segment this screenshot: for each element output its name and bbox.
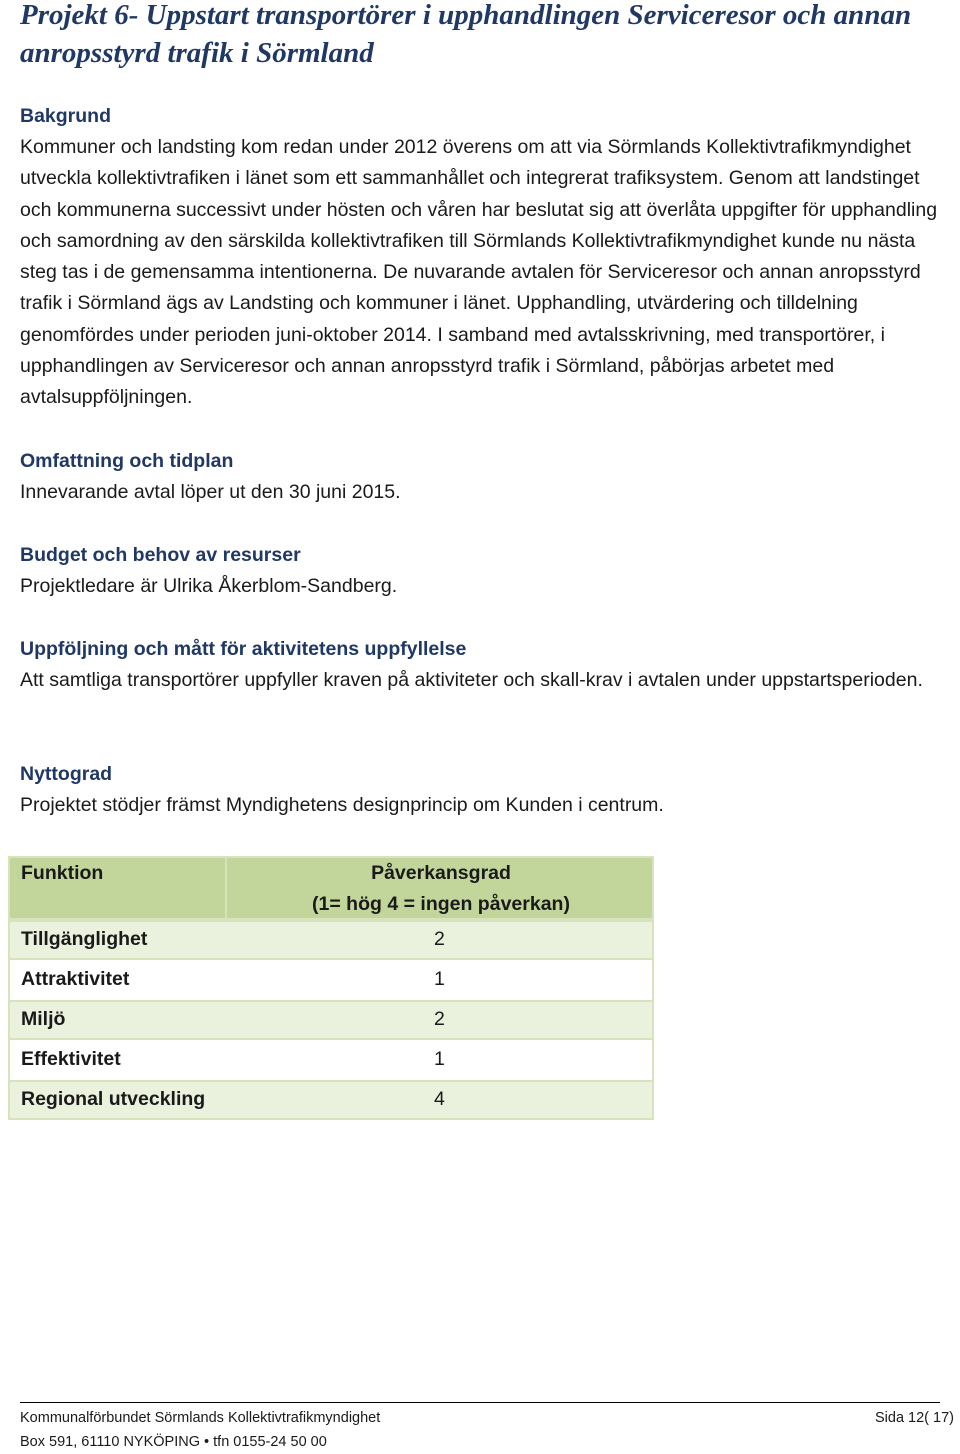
- section-heading-omfattning: Omfattning och tidplan: [20, 450, 234, 472]
- table-cell-value: 1: [434, 1048, 445, 1070]
- section-text-uppfoljning: Att samtliga transportörer uppfyller kraven på aktiviteter och skall-krav i avtalen under uppstartsperioden.: [20, 669, 923, 691]
- table-row: [8, 960, 654, 1000]
- table-cell-value: 1: [434, 968, 445, 990]
- footer-organization: Kommunalförbundet Sörmlands Kollektivtrafikmyndighet: [20, 1410, 381, 1426]
- table-header-row: [8, 856, 654, 920]
- table-cell-label: Attraktivitet: [21, 968, 130, 990]
- section-heading-budget: Budget och behov av resurser: [20, 544, 301, 566]
- footer-address: Box 591, 61110 NYKÖPING • tfn 0155-24 50 00: [20, 1434, 327, 1450]
- table-header-paverkansgrad-title: Påverkansgrad: [371, 862, 511, 884]
- section-heading-uppfoljning: Uppföljning och mått för aktivitetens uppfyllelse: [20, 638, 467, 660]
- table-row: [8, 920, 654, 960]
- section-heading-nyttograd: Nyttograd: [20, 763, 113, 785]
- table-cell-value: 4: [434, 1088, 445, 1110]
- table-cell-label: Regional utveckling: [21, 1088, 206, 1110]
- table-cell-value: 2: [434, 1008, 445, 1030]
- table-cell-label: Tillgänglighet: [21, 928, 148, 950]
- table-header-funktion: Funktion: [21, 862, 104, 884]
- section-text-budget: Projektledare är Ulrika Åkerblom-Sandberg.: [20, 575, 398, 597]
- table-header-paverkansgrad: [306, 858, 576, 920]
- table-cell-label: Effektivitet: [21, 1048, 121, 1070]
- footer-divider: [20, 1402, 940, 1403]
- table-row: [8, 1000, 654, 1040]
- table-cell-label: Miljö: [21, 1008, 66, 1030]
- section-text-nyttograd: Projektet stödjer främst Myndighetens designprincip om Kunden i centrum.: [20, 794, 664, 816]
- table-header-paverkansgrad-scale: (1= hög 4 = ingen påverkan): [312, 893, 570, 915]
- table-row: [8, 1040, 654, 1080]
- section-heading-bakgrund: Bakgrund: [20, 105, 112, 127]
- footer-page-number: Sida 12( 17): [875, 1410, 954, 1426]
- section-text-bakgrund: Kommuner och landsting kom redan under 2012 överens om att via Sörmlands Kollektivtrafikmyndighet utveckla kollektivtrafiken i länet som ett sammanhållet och integrerat trafiksystem. Genom att landstinget och kommunerna successivt under hösten och våren har beslutat sig att överlåta uppgifter för upphandling och samordning av den särskilda kollektivtrafiken till Sörmlands Kollektivtrafikmyndighet kunde nu nästa steg tas i de gemensamma intentionerna. De nuvarande avtalen för Serviceresor och annan anropsstyrd trafik i Sörmland ägs av Landsting och kommuner i länet. Upphandling, utvärdering och tilldelning genomfördes under perioden juni-oktober 2014. I samband med avtalsskrivning, med transportörer, i upphandlingen av Serviceresor och annan anropsstyrd trafik i Sörmland, påbörjas arbetet med avtalsuppföljningen.: [20, 136, 938, 409]
- table-cell-value: 2: [434, 928, 445, 950]
- table-header-divider: [225, 858, 227, 918]
- section-text-omfattning: Innevarande avtal löper ut den 30 juni 2015.: [20, 481, 401, 503]
- table-row: [8, 1080, 654, 1120]
- document-title: Projekt 6- Uppstart transportörer i upphandlingen Serviceresor och annan anropsstyrd trafik i Sörmland: [20, 0, 912, 69]
